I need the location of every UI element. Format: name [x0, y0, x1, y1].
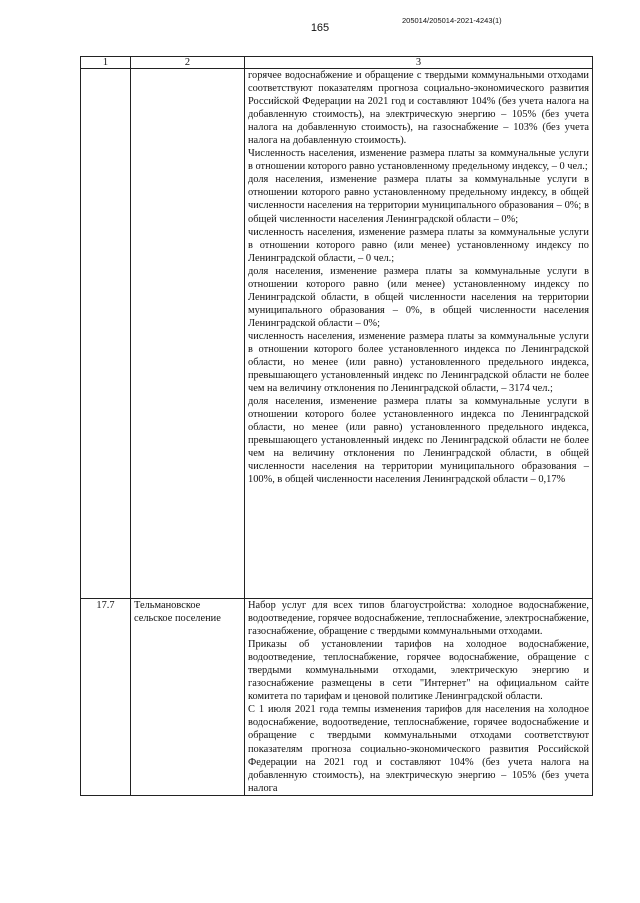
document-id: 205014/205014-2021-4243(1) — [402, 16, 502, 25]
paragraph: Приказы об установлении тарифов на холодное водоснабжение, водоотведение, теплоснабжение, горячее водоснабжение, обращение с твердыми коммунальными отходами, электрическую энергию и газоснабжение размещены в сети "Интернет" на официальном сайте комитета по тарифам и ценовой политике Ленинградской области. — [248, 639, 589, 703]
paragraph: Численность населения, изменение размера платы за коммунальные услуги в отношении которого равно установленному предельному индексу, – 0 чел.; — [248, 148, 589, 173]
paragraph: доля населения, изменение размера платы за коммунальные услуги в отношении которого более установленного индекса по Ленинградской области, но менее (или равно) установленного предельного индекса, превышающего установленный индекс по Ленинградской области не более чем на величину отклонения по Ленинградской области, в общей численности населения на территории муниципального образования – 100%, в общей численности населения Ленинградской области – 0,17% — [248, 396, 589, 486]
paragraph: численность населения, изменение размера платы за коммунальные услуги в отношении которого более установленного индекса по Ленинградской области, но менее (или равно) установленного предельного индекса, превышающего установленный индекс по Ленинградской области не более чем на величину отклонения по Ленинградской области, – 3174 чел.; — [248, 330, 589, 395]
row-name-cell — [131, 69, 245, 599]
paragraph: Набор услуг для всех типов благоустройства: холодное водоснабжение, водоотведение, горячее водоснабжение, теплоснабжение, электроснабжение, газоснабжение, обращение с твердыми коммунальными отходами. — [248, 600, 589, 638]
paragraph: численность населения, изменение размера платы за коммунальные услуги в отношении которого равно (или менее) установленному индексу по Ленинградской области, – 0 чел.; — [248, 226, 589, 264]
page-number: 165 — [310, 22, 330, 34]
paragraph: доля населения, изменение размера платы за коммунальные услуги в отношении которого равно установленному предельному индексу, в общей численности населения на территории муниципального образования – 0%; в общей численности населения Ленинградской области – 0%; — [248, 174, 589, 225]
table-header-row — [81, 57, 593, 69]
paragraph: С 1 июля 2021 года темпы изменения тарифов для населения на холодное водоснабжение, водоотведение, теплоснабжение, горячее водоснабжение и обращение с твердыми коммунальными отходами соответствуют показателям прогноза социально-экономического развития Российской Федерации на 2021 год и составляют 104% (без учета налога на добавленную стоимость), на электрическую энергию – 105% (без учета налога — [248, 704, 589, 794]
column-header: 3 — [245, 57, 593, 69]
row-text-cell — [245, 599, 593, 796]
row-text-cell — [245, 69, 593, 599]
table-row — [81, 69, 593, 599]
paragraph: доля населения, изменение размера платы за коммунальные услуги в отношении которого равно (или менее) установленному индексу по Ленинградской области, в общей численности населения на территории муниципального образования – 0%, в общей численности населения Ленинградской области – 0%; — [248, 265, 589, 329]
paragraph: горячее водоснабжение и обращение с твердыми коммунальными отходами соответствуют показателям прогноза социально-экономического развития Российской Федерации на 2021 год и составляют 104% (без учета налога на добавленную стоимость), на электрическую энергию – 105% (без учета налога на добавленную стоимость), на газоснабжение – 103% (без учета налога на добавленную стоимость). — [248, 70, 589, 147]
row-number-cell: 17.7 — [81, 599, 131, 796]
row-number-cell — [81, 69, 131, 599]
table-row — [81, 599, 593, 796]
column-header: 2 — [131, 57, 245, 69]
column-header: 1 — [81, 57, 131, 69]
row-name-cell: Тельмановское сельское поселение — [131, 599, 245, 796]
data-table — [80, 56, 593, 796]
